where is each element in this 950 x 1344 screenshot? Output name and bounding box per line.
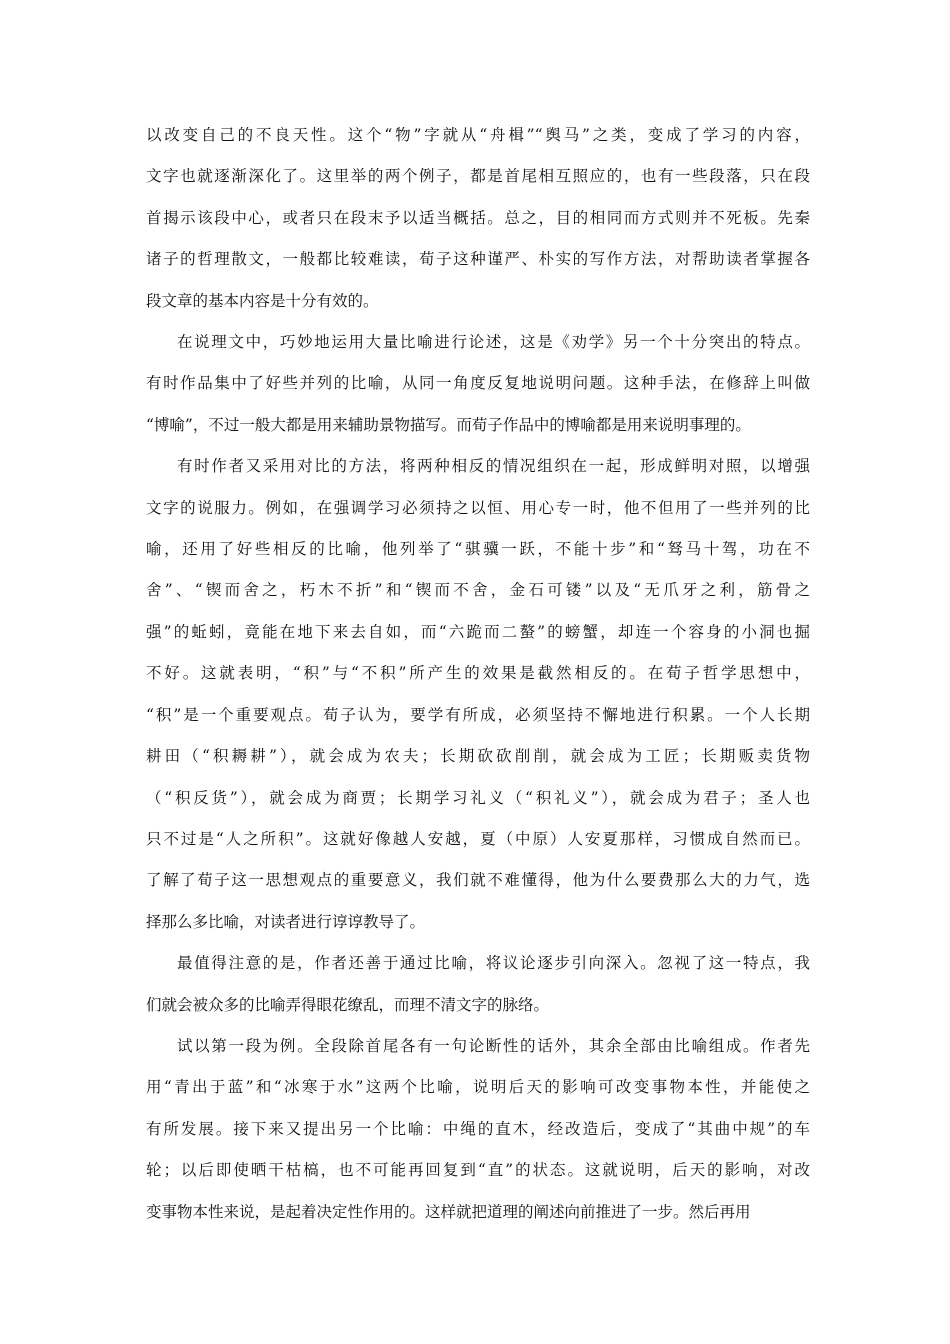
body-text (146, 115, 810, 1233)
text-line: 段文章的基本内容是十分有效的。 (146, 291, 379, 310)
paragraph (146, 115, 810, 322)
text-line: 有时作品集中了好些并列的比喻，从同一角度反复地说明问题。这种手法，在修辞上叫做 (146, 374, 810, 393)
text-line: 们就会被众多的比喻弄得眼花缭乱，而理不清文字的脉络。 (146, 995, 550, 1014)
text-line: 有所发展。接下来又提出另一个比喻：中绳的直木，经改造后，变成了“其曲中规”的车 (146, 1119, 810, 1138)
text-line: 以改变自己的不良天性。这个“物”字就从“舟楫”“舆马”之类，变成了学习的内容， (146, 126, 810, 144)
text-line: 有时作者又采用对比的方法，将两种相反的情况组织在一起，形成鲜明对照，以增强 (177, 457, 810, 476)
text-line: 不好。这就表明，“积”与“不积”所产生的效果是截然相反的。在荀子哲学思想中， (146, 664, 810, 683)
text-line: 舍”、“锲而舍之，朽木不折”和“锲而不舍，金石可镂”以及“无爪牙之利，筋骨之 (146, 581, 810, 600)
paragraph (146, 322, 810, 446)
text-line: 首揭示该段中心，或者只在段末予以适当概括。总之，目的相同而方式则并不死板。先秦 (146, 208, 810, 227)
text-line: 了解了荀子这一思想观点的重要意义，我们就不难懂得，他为什么要费那么大的力气，选 (146, 871, 810, 890)
text-line: 强”的蚯蚓，竟能在地下来去自如，而“六跪而二螯”的螃蟹，却连一个容身的小洞也掘 (146, 622, 810, 641)
text-line: “积”是一个重要观点。荀子认为，要学有所成，必须坚持不懈地进行积累。一个人长期 (146, 705, 810, 724)
text-line: 诸子的哲理散文，一般都比较难读，荀子这种谨严、朴实的写作方法，对帮助读者掌握各 (146, 250, 810, 269)
text-line: 只不过是“人之所积”。这就好像越人安越，夏（中原）人安夏那样，习惯成自然而已。 (146, 829, 810, 848)
text-line: （“积反货”），就会成为商贾；长期学习礼义（“积礼义”），就会成为君子；圣人也 (146, 788, 810, 807)
text-line: 喻，还用了好些相反的比喻，他列举了“骐骥一跃，不能十步”和“驽马十驾，功在不 (146, 540, 810, 559)
text-line: 择那么多比喻，对读者进行谆谆教导了。 (146, 912, 426, 931)
text-line: 最值得注意的是，作者还善于通过比喻，将议论逐步引向深入。忽视了这一特点，我 (177, 954, 810, 973)
paragraph (146, 1026, 810, 1233)
paragraph (146, 446, 810, 943)
text-line: 在说理文中，巧妙地运用大量比喻进行论述，这是《劝学》另一个十分突出的特点。 (177, 333, 810, 352)
text-line: 文字也就逐渐深化了。这里举的两个例子，都是首尾相互照应的，也有一些段落，只在段 (146, 167, 810, 186)
text-line: 耕田（“积耨耕”），就会成为农夫；长期砍砍削削，就会成为工匠；长期贩卖货物 (146, 747, 810, 766)
text-line: 用“青出于蓝”和“冰寒于水”这两个比喻，说明后天的影响可改变事物本性，并能使之 (146, 1078, 810, 1097)
text-line: “博喻”，不过一般大都是用来辅助景物描写。而荀子作品中的博喻都是用来说明事理的。 (146, 415, 751, 434)
text-line: 轮；以后即使晒干枯槁，也不可能再回复到“直”的状态。这就说明，后天的影响，对改 (146, 1161, 810, 1180)
paragraph (146, 943, 810, 1026)
text-line: 文字的说服力。例如，在强调学习必须持之以恒、用心专一时，他不但用了一些并列的比 (146, 498, 810, 517)
text-line: 变事物本性来说，是起着决定性作用的。这样就把道理的阐述向前推进了一步。然后再用 (146, 1202, 751, 1221)
text-line: 试以第一段为例。全段除首尾各有一句论断性的话外，其余全部由比喻组成。作者先 (177, 1036, 810, 1055)
